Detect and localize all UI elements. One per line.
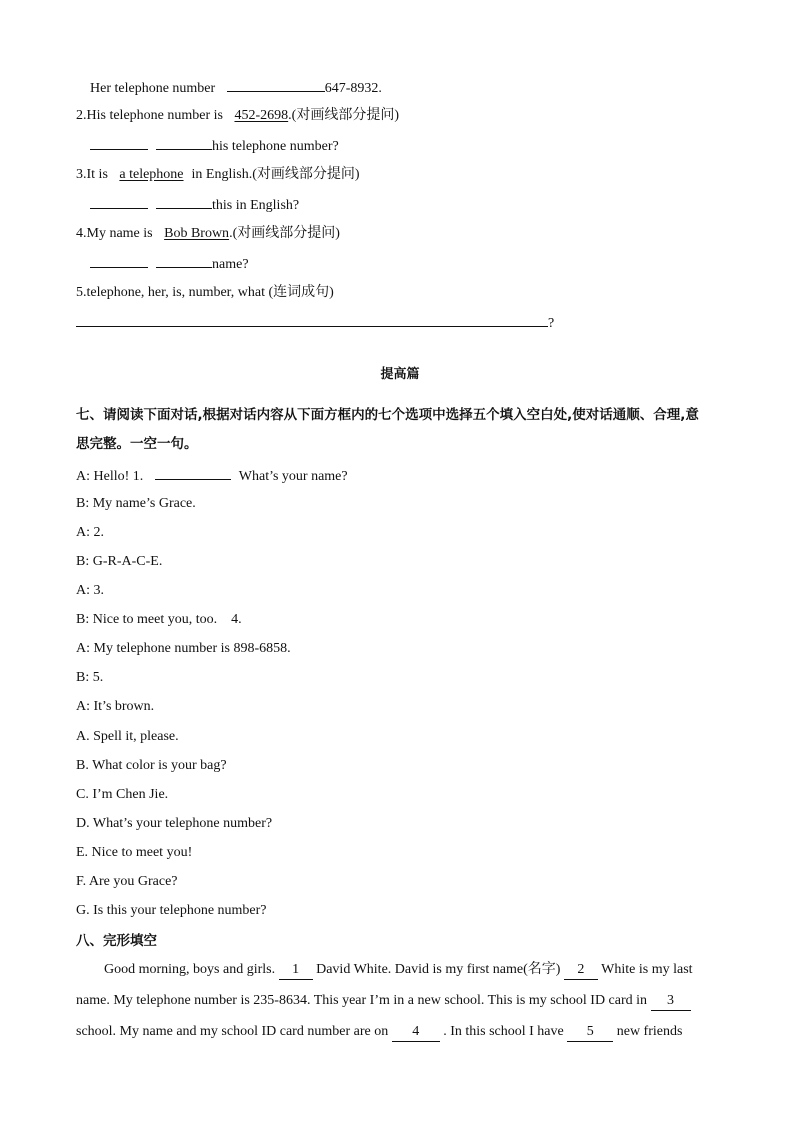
q3-answer-text: this in English? <box>212 198 300 213</box>
q3-underlined: a telephone <box>119 167 184 182</box>
q3-instruction: in English.(对画线部分提问) <box>191 167 360 182</box>
q1-tail: 647-8932. <box>324 81 382 96</box>
dialog-line-9: A: It’s brown. <box>76 699 155 714</box>
option-f: F. Are you Grace? <box>76 874 178 889</box>
q4-instruction: .(对画线部分提问) <box>229 226 340 241</box>
advanced-section-title: 提高篇 <box>380 367 420 382</box>
answer-blank[interactable] <box>156 195 212 209</box>
question-1-line <box>90 78 760 98</box>
question-4 <box>76 225 760 243</box>
dialog-line-6: B: Nice to meet you, too. 4. <box>76 612 242 627</box>
answer-blank[interactable] <box>156 254 212 268</box>
section8-heading: 八、完形填空 <box>76 933 157 949</box>
q2-answer-text: his telephone number? <box>212 139 339 154</box>
dialog-line-2: B: My name’s Grace. <box>76 496 196 511</box>
option-c: C. I’m Chen Jie. <box>76 787 169 802</box>
cloze-blank-1[interactable]: 1 <box>279 961 313 980</box>
cloze-blank-4[interactable]: 4 <box>392 1023 440 1042</box>
answer-blank[interactable] <box>155 466 231 480</box>
dialog-line-5: A: 3. <box>76 583 104 598</box>
answer-blank[interactable] <box>227 78 325 92</box>
q2-instruction: .(对画线部分提问) <box>288 108 399 123</box>
cloze-text: . In this school I have <box>443 1024 564 1039</box>
q1-text: Her telephone number <box>90 81 216 96</box>
answer-blank[interactable] <box>90 254 148 268</box>
option-b: B. What color is your bag? <box>76 758 227 773</box>
cloze-blank-5[interactable]: 5 <box>567 1023 613 1042</box>
option-g: G. Is this your telephone number? <box>76 903 267 918</box>
q5-question-mark: ? <box>548 316 555 331</box>
q4-text: 4.My name is <box>76 226 153 241</box>
cloze-text: school. My name and my school ID card number are on <box>76 1024 389 1039</box>
answer-blank[interactable] <box>76 313 548 327</box>
cloze-line-1 <box>104 961 760 980</box>
question-5-answer <box>76 313 760 333</box>
cloze-line-3 <box>76 1023 760 1042</box>
cloze-text: White is my last <box>601 962 693 977</box>
q4-underlined: Bob Brown <box>164 226 230 241</box>
dialog-line-4: B: G-R-A-C-E. <box>76 554 163 569</box>
q4-answer-text: name? <box>212 257 249 272</box>
question-4-answer <box>90 254 760 274</box>
dialog-line-3: A: 2. <box>76 525 104 540</box>
option-d: D. What’s your telephone number? <box>76 816 273 831</box>
question-2 <box>76 107 760 125</box>
cloze-text: name. My telephone number is 235-8634. This year I’m in a new school. This is my school ID card in <box>76 993 648 1008</box>
cloze-text: Good morning, boys and girls. <box>104 962 276 977</box>
question-3-answer <box>90 195 760 215</box>
q5-text: 5.telephone, her, is, number, what (连词成句) <box>76 285 334 300</box>
cloze-blank-2[interactable]: 2 <box>564 961 598 980</box>
cloze-blank-3[interactable]: 3 <box>651 992 691 1011</box>
answer-blank[interactable] <box>90 136 148 150</box>
answer-blank[interactable] <box>156 136 212 150</box>
cloze-text: David White. David is my first name(名字) <box>316 962 561 977</box>
section7-heading-cont: 思完整。一空一句。 <box>76 436 198 452</box>
dialog-speaker-text: A: Hello! 1. <box>76 469 144 484</box>
cloze-text: new friends <box>616 1024 683 1039</box>
dialog-line-8: B: 5. <box>76 670 104 685</box>
dialog-line-1 <box>76 466 760 486</box>
cloze-line-2 <box>76 992 760 1011</box>
answer-blank[interactable] <box>90 195 148 209</box>
question-2-answer <box>90 136 760 156</box>
q2-text: 2.His telephone number is <box>76 108 223 123</box>
section7-heading: 七、请阅读下面对话,根据对话内容从下面方框内的七个选项中选择五个填入空白处,使对话通顺、合理,意 <box>76 407 699 423</box>
dialog-line-7: A: My telephone number is 898-6858. <box>76 641 291 656</box>
question-5 <box>76 284 760 302</box>
option-e: E. Nice to meet you! <box>76 845 193 860</box>
q3-text: 3.It is <box>76 167 108 182</box>
dialog-text: What’s your name? <box>238 469 348 484</box>
question-3 <box>76 166 760 184</box>
q2-underlined: 452-2698 <box>234 108 289 123</box>
option-a: A. Spell it, please. <box>76 729 179 744</box>
